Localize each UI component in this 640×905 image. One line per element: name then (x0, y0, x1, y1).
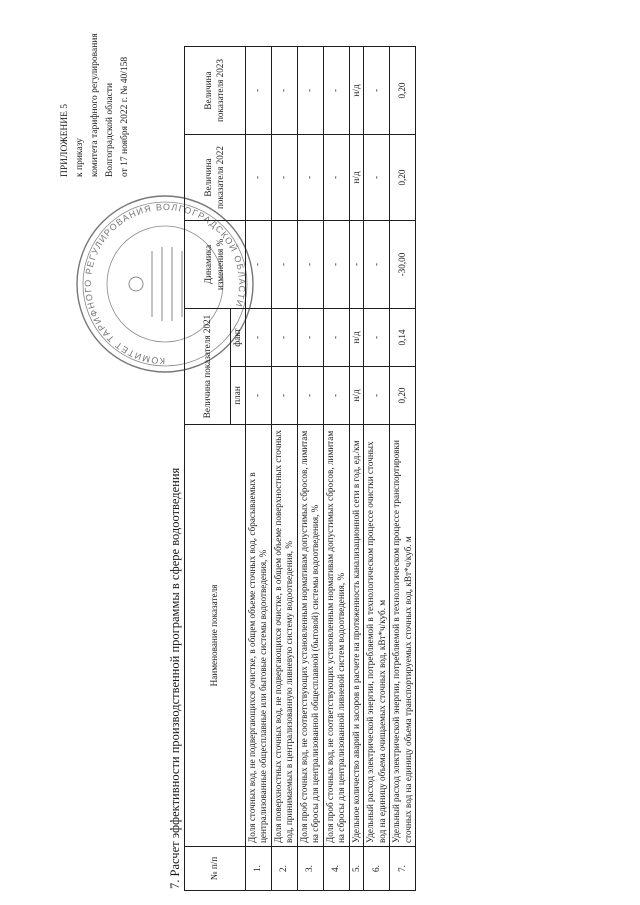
row-num: 7. (390, 847, 416, 891)
header-num: № п/п (185, 847, 246, 891)
row-num: 3. (297, 847, 323, 891)
row-2023: - (271, 47, 297, 135)
row-dynamics: - (323, 221, 349, 309)
table-row (390, 47, 416, 891)
row-2023: - (323, 47, 349, 135)
header-value-2022: Величина показателя 2022 (185, 135, 246, 221)
row-dynamics: - (271, 221, 297, 309)
row-2022: - (245, 135, 271, 221)
row-2022: н/д (349, 135, 364, 221)
row-fact: н/д (349, 309, 364, 367)
indicators-table (184, 46, 416, 891)
row-plan: - (364, 367, 390, 425)
row-dynamics: - (245, 221, 271, 309)
table-row (245, 47, 271, 891)
table-row (364, 47, 390, 891)
row-name: Доля проб сточных вод, не соответствующих установленным нормативам допустимых сбросов, лимитам на сбросы для централизованной общесплавной (бытовой) системы водоотведения, % (297, 425, 323, 847)
row-fact: 0,14 (390, 309, 416, 367)
section-heading: 7. Расчет эффективности производственной программы в сфере водоотведения (168, 467, 182, 889)
table-row (349, 47, 364, 891)
header-value-2021: Величина показателя 2021 (185, 309, 231, 425)
row-name: Доля сточных вод, не подвергающихся очистке, в общем объеме сточных вод, сбрасываемых в централизованные общесплавные или бытовые системы водоотведения, % (245, 425, 271, 847)
row-fact: - (245, 309, 271, 367)
row-name: Удельный расход электрической энергии, потребляемой в технологическом процессе транспортировки сточных вод на единицу объема транспортируемых сточных вод, кВт*ч/куб. м (390, 425, 416, 847)
appendix-line-order: к приказу (75, 138, 85, 177)
header-name: Наименование показателя (185, 425, 246, 847)
row-2023: 0,20 (390, 47, 416, 135)
row-dynamics: - (297, 221, 323, 309)
header-fact: факт (231, 309, 246, 367)
appendix-line-region: Волгоградской области (105, 82, 115, 177)
row-2022: - (323, 135, 349, 221)
row-name: Доля поверхностных сточных вод, не подвергающихся очистке, в общем объеме поверхностных сточных вод, принимаемых в централизованную ливневую систему водоотведения, % (271, 425, 297, 847)
appendix-block (58, 33, 133, 177)
row-dynamics: - (364, 221, 390, 309)
table-row (297, 47, 323, 891)
appendix-line-committee: комитета тарифного регулирования (90, 33, 100, 177)
row-fact: - (297, 309, 323, 367)
table-row (323, 47, 349, 891)
row-num: 5. (349, 847, 364, 891)
row-num: 1. (245, 847, 271, 891)
row-2022: - (271, 135, 297, 221)
row-plan: н/д (349, 367, 364, 425)
row-num: 4. (323, 847, 349, 891)
row-2023: - (364, 47, 390, 135)
row-num: 6. (364, 847, 390, 891)
header-value-2023: Величина показателя 2023 (185, 47, 246, 135)
row-2023: - (245, 47, 271, 135)
row-name: Доля проб сточных вод, не соответствующих установленным нормативам допустимых сбросов, лимитам на сбросы для централизованной ливневой систем водоотведения, % (323, 425, 349, 847)
row-dynamics: - (349, 221, 364, 309)
row-fact: - (364, 309, 390, 367)
row-2022: 0,20 (390, 135, 416, 221)
row-plan: - (323, 367, 349, 425)
table-row (271, 47, 297, 891)
header-dynamics: Динамика изменения % (185, 221, 246, 309)
row-plan: 0,20 (390, 367, 416, 425)
header-plan: план (231, 367, 246, 425)
row-num: 2. (271, 847, 297, 891)
row-plan: - (271, 367, 297, 425)
row-2022: - (297, 135, 323, 221)
row-fact: - (323, 309, 349, 367)
row-name: Удельный расход электрической энергии, потребляемой в технологическом процессе очистки сточных вод на единицу объема очищаемых сточных вод, кВт*ч/куб. м (364, 425, 390, 847)
row-name: Удельное количество аварий и засоров в расчете на протяженность канализационной сети в год, ед./км (349, 425, 364, 847)
appendix-line-date: от 17 ноября 2022 г. № 40/158 (120, 56, 130, 177)
row-dynamics: -30,00 (390, 221, 416, 309)
row-fact: - (271, 309, 297, 367)
stamp-ring-text: КОМИТЕТ ТАРИФНОГО РЕГУЛИРОВАНИЯ ВОЛГОГРАДСКОЙ ОБЛАСТИ (82, 201, 248, 367)
appendix-title: ПРИЛОЖЕНИЕ 5 (60, 103, 70, 177)
row-2023: н/д (349, 47, 364, 135)
row-2022: - (364, 135, 390, 221)
row-plan: - (245, 367, 271, 425)
row-plan: - (297, 367, 323, 425)
row-2023: - (297, 47, 323, 135)
